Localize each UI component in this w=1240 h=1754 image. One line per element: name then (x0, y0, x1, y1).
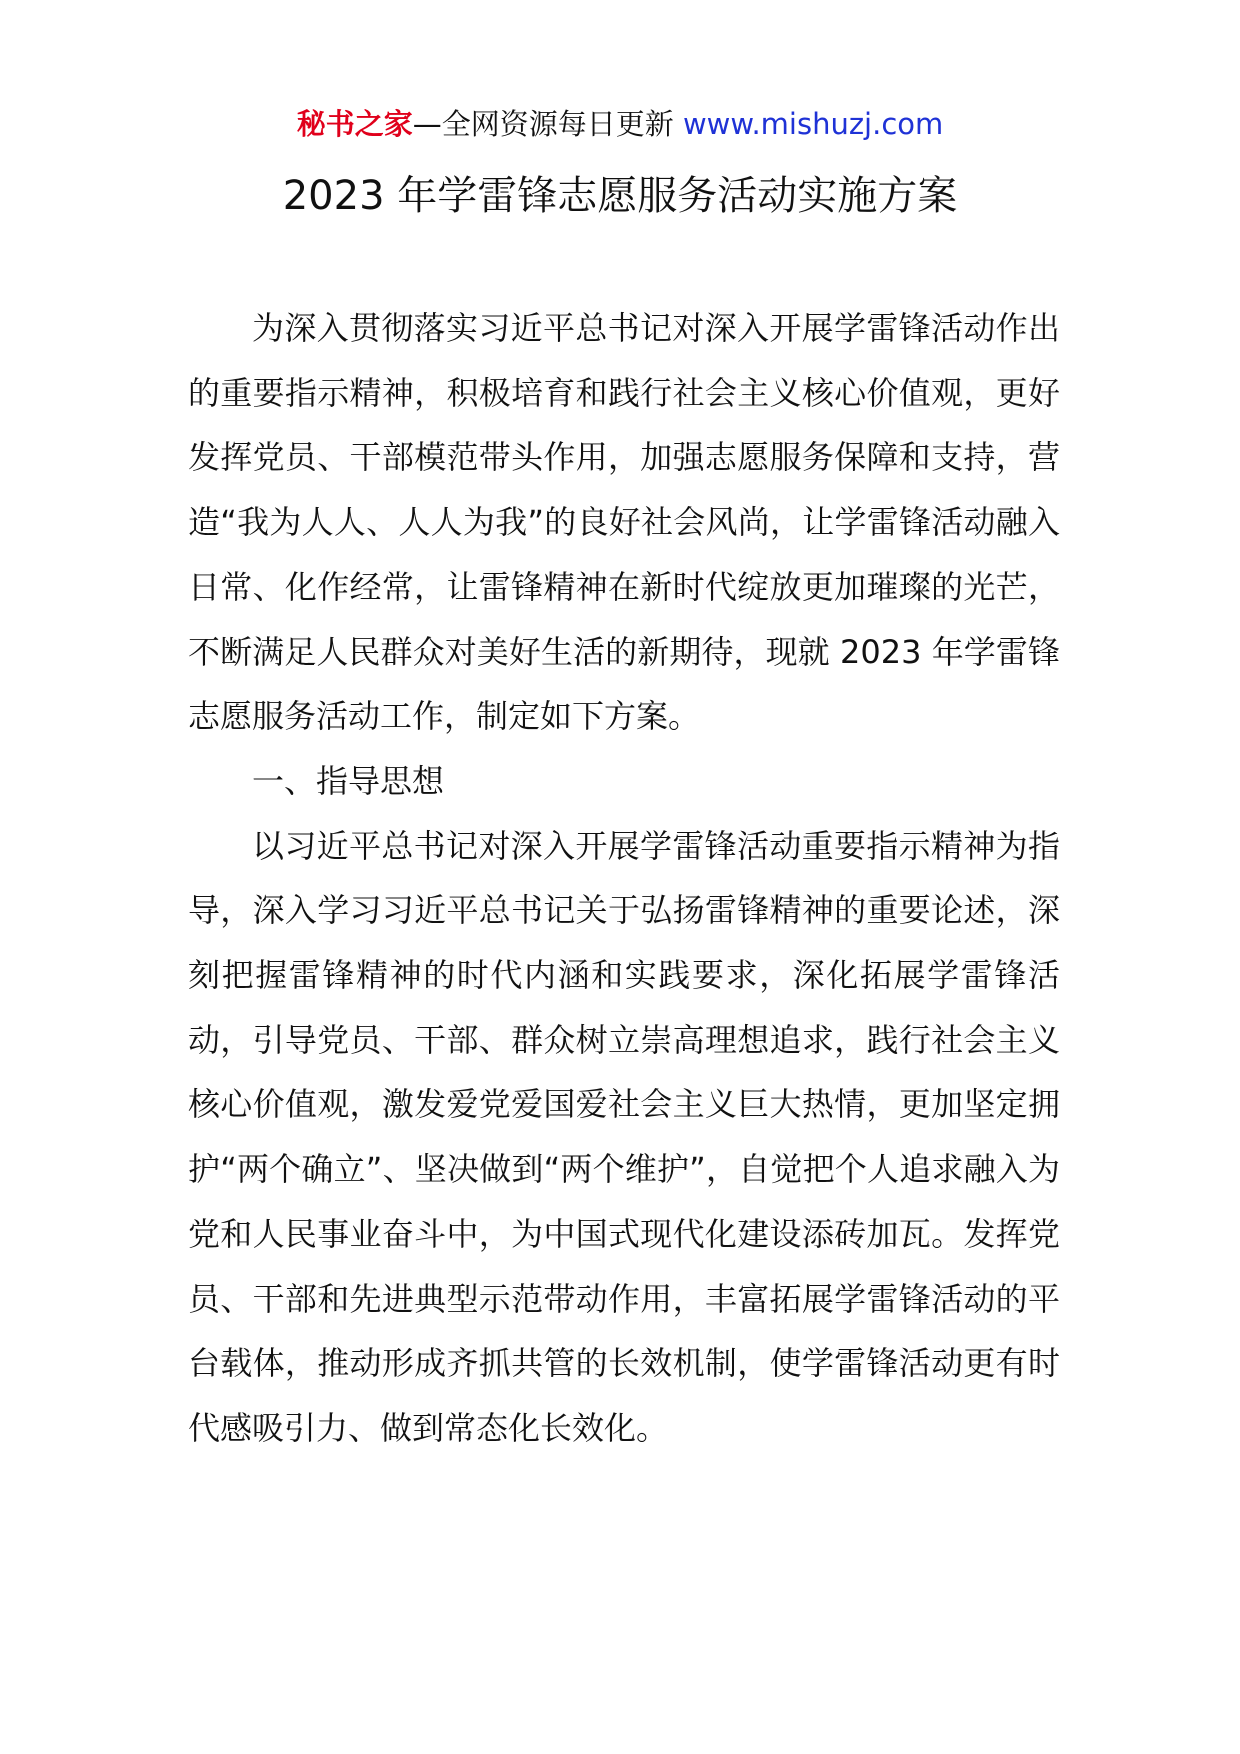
intro-paragraph: 为深入贯彻落实习近平总书记对深入开展学雷锋活动作出的重要指示精神，积极培育和践行社会主义核心价值观，更好发挥党员、干部模范带头作用，加强志愿服务保障和支持，营造“我为人人、人人为我”的良好社会风尚，让学雷锋活动融入日常、化作经常，让雷锋精神在新时代绽放更加璀璨的光芒，不断满足人民群众对美好生活的新期待，现就 2023 年学雷锋志愿服务活动工作，制定如下方案。 (188, 309, 1060, 736)
site-header (0, 104, 1240, 144)
section-heading-guiding-thought: 一、指导思想 (252, 761, 445, 800)
document-body (188, 296, 1060, 1461)
guiding-thought-paragraph: 以习近平总书记对深入开展学雷锋活动重要指示精神为指导，深入学习习近平总书记关于弘扬雷锋精神的重要论述，深刻把握雷锋精神的时代内涵和实践要求，深化拓展学雷锋活动，引导党员、干部、群众树立崇高理想追求，践行社会主义核心价值观，激发爱党爱国爱社会主义巨大热情，更加坚定拥护“两个确立”、坚决做到“两个维护”，自觉把个人追求融入为党和人民事业奋斗中，为中国式现代化建设添砖加瓦。发挥党员、干部和先进典型示范带动作用，丰富拓展学雷锋活动的平台载体，推动形成齐抓共管的长效机制，使学雷锋活动更有时代感吸引力、做到常态化长效化。 (188, 826, 1060, 1447)
document-title: 2023 年学雷锋志愿服务活动实施方案 (282, 173, 958, 219)
site-brand: 秘书之家 (296, 107, 413, 141)
site-url-link[interactable]: www.mishuzj.com (682, 107, 944, 141)
site-tagline: —全网资源每日更新 (412, 107, 683, 141)
